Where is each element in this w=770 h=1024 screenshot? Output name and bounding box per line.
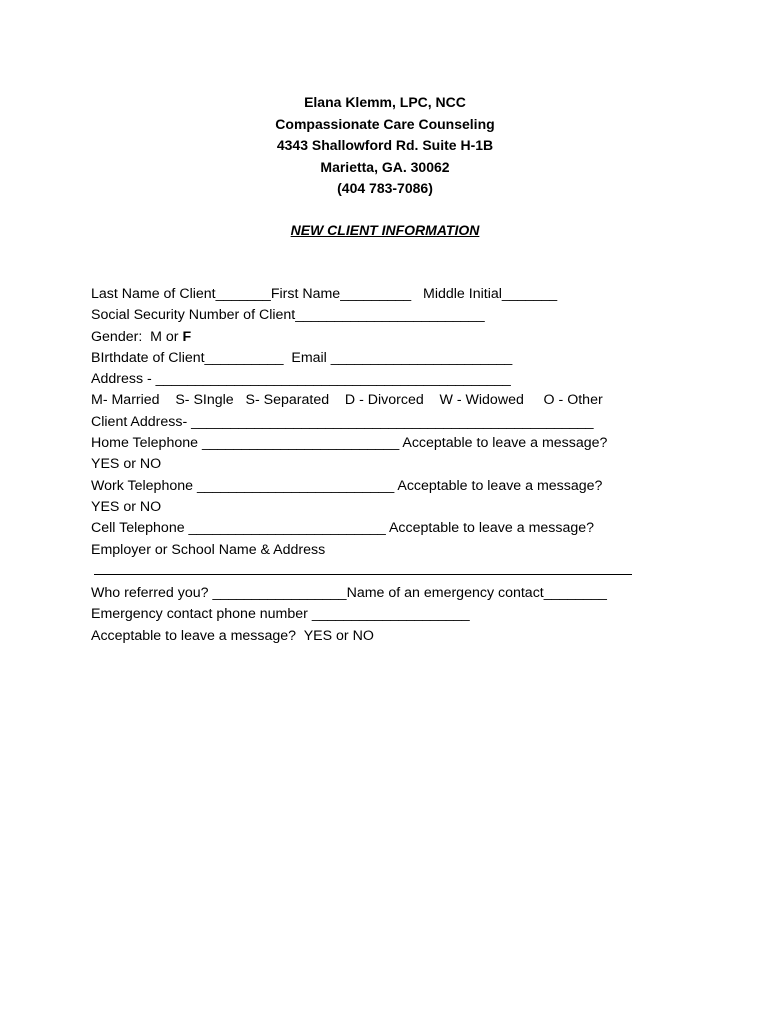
referral-emergency-contact-line: Who referred you? _________________Name of an emergency contact________	[91, 585, 607, 602]
client-address-line: Client Address- ___________________________________________________	[91, 413, 594, 430]
cell-telephone-line: Cell Telephone _________________________ Acceptable to leave a message?	[91, 520, 595, 537]
work-message-options: YES or NO	[91, 498, 162, 515]
name-line: Last Name of Client_______First Name_________ Middle Initial_______	[91, 286, 558, 302]
gender-line	[91, 327, 751, 348]
home-message-options: YES or NO	[91, 456, 162, 473]
address-line: Address - _____________________________________________	[91, 371, 511, 388]
city-state-zip: Marietta, GA. 30062	[320, 158, 450, 175]
emergency-message-line: Acceptable to leave a message? YES or NO	[91, 627, 374, 644]
clinician-name: Elana Klemm, LPC, NCC	[304, 94, 466, 110]
employer-line: Employer or School Name & Address	[91, 541, 326, 558]
emergency-phone-line: Emergency contact phone number ____________________	[91, 606, 470, 623]
street-address: 4343 Shallowford Rd. Suite H-1B	[276, 137, 494, 153]
practice-header	[0, 92, 770, 200]
gender-label: Gender: M or	[91, 328, 183, 345]
employer-blank-rule	[94, 561, 632, 575]
ssn-line: Social Security Number of Client________________________	[91, 307, 485, 324]
form-title: NEW CLIENT INFORMATION	[290, 222, 480, 238]
home-telephone-line: Home Telephone _________________________ Acceptable to leave a message?	[91, 435, 608, 452]
birthdate-email-line: BIrthdate of Client__________ Email _______________________	[91, 349, 513, 366]
marital-status-line: M- Married S- SIngle S- Separated D - Divorced W - Widowed O - Other	[91, 392, 603, 409]
practice-name: Compassionate Care Counseling	[275, 115, 495, 132]
practice-phone: (404 783-7086)	[337, 180, 433, 196]
work-telephone-line: Work Telephone _________________________ Acceptable to leave a message?	[91, 477, 603, 494]
client-information-form	[91, 284, 751, 647]
gender-option-f: F	[182, 328, 192, 345]
